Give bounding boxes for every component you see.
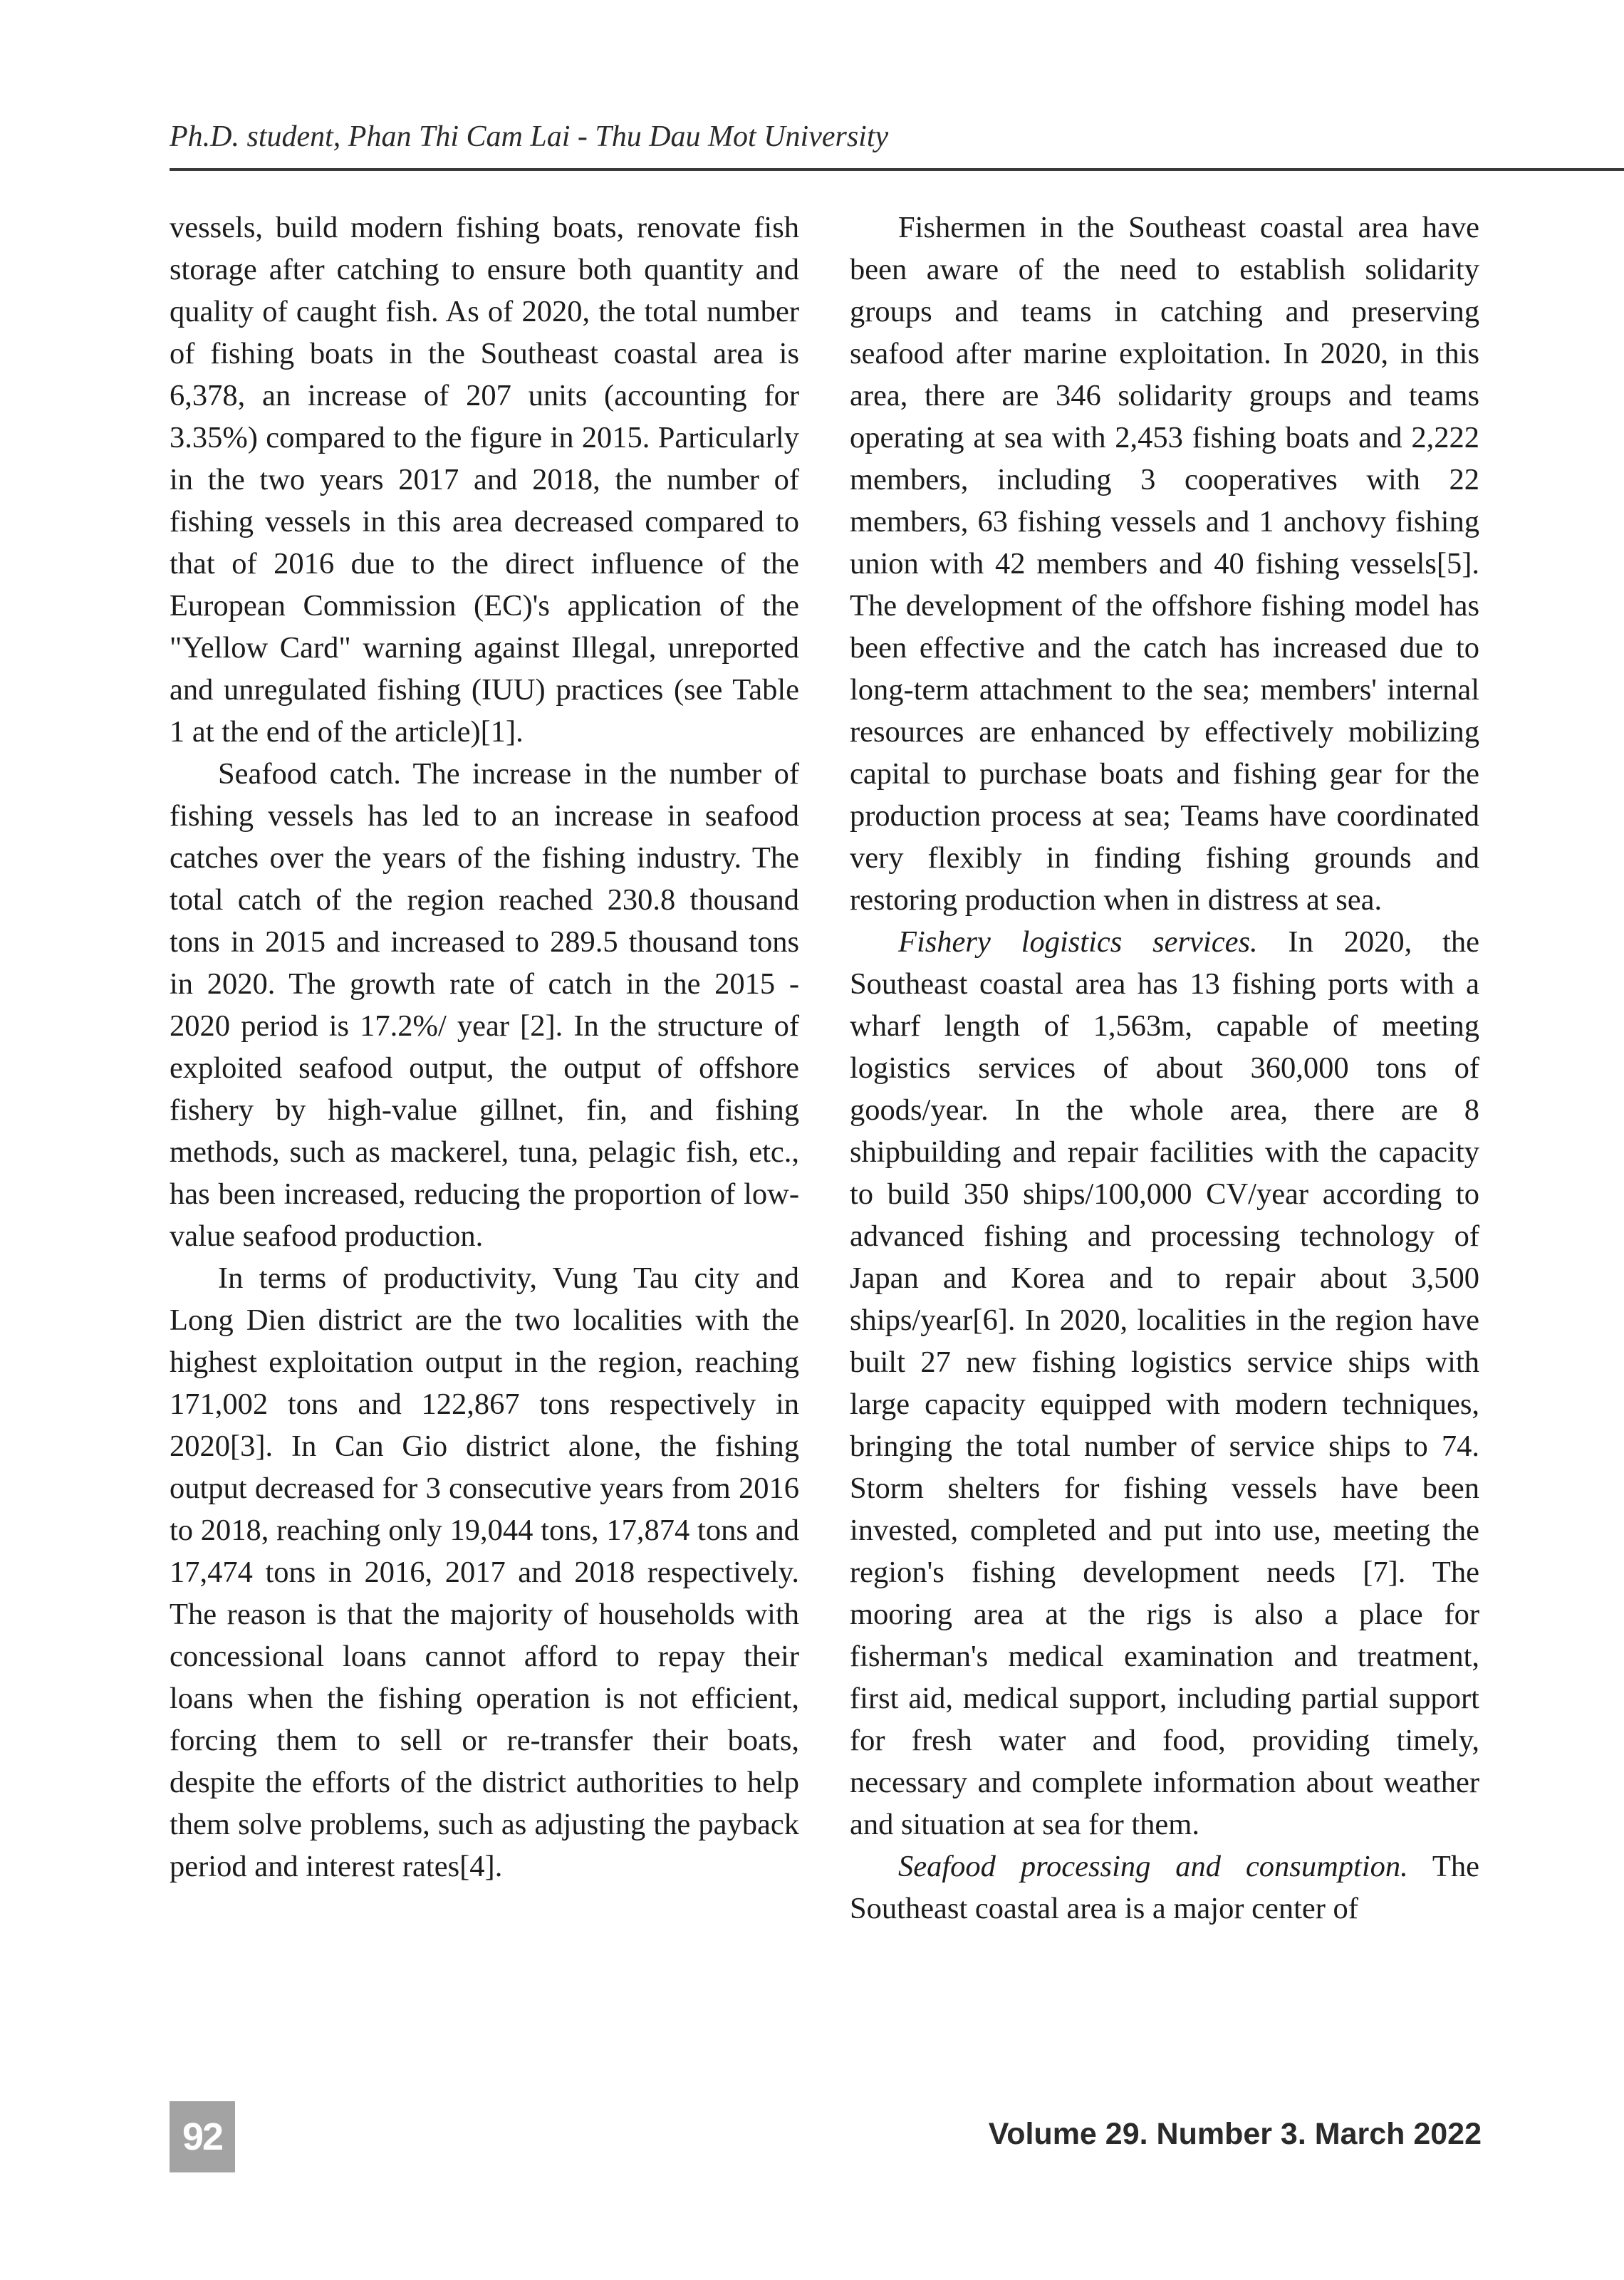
paragraph: Seafood catch. The increase in the number of fishing vessels has led to an increase in seafood catches over the years of the fishing industry. The total catch of the region reached 230.8 thousand tons in 2015 and increased to 289.5 thousand tons in 2020. The growth rate of catch in the 2015 - 2020 period is 17.2%/ year [2]. In the structure of exploited seafood output, the output of offshore fishery by high-value gillnet, fin, and fishing methods, such as mackerel, tuna, pelagic fish, etc., has been increased, reducing the proportion of low-value seafood production. xyxy=(170,757,799,1253)
running-head: Ph.D. student, Phan Thi Cam Lai - Thu Dau Mot University xyxy=(170,120,889,153)
left-column xyxy=(170,207,799,1888)
paragraph-body: In 2020, the Southeast coastal area has 13 fishing ports with a wharf length of 1,563m, capable of meeting logistics services of about 360,000 tons of goods/year. In the whole area, there are 8 shipbuilding and repair facilities with the capacity to build 350 ships/100,000 CV/year according to advanced fishing and processing technology of Japan and Korea and to repair about 3,500 ships/year[6]. In 2020, localities in the region have built 27 new fishing logistics service ships with large capacity equipped with modern techniques, bringing the total number of service ships to 74. Storm shelters for fishing vessels have been invested, completed and put into use, meeting the region's fishing development needs [7]. The mooring area at the rigs is also a place for fisherman's medical examination and treatment, first aid, medical support, including partial support for fresh water and food, providing timely, necessary and complete information about weather and situation at sea for them. xyxy=(850,925,1479,1841)
paragraph xyxy=(850,1846,1479,1930)
runin-heading: Seafood processing and consumption. xyxy=(898,1850,1408,1883)
paragraph-body: The Southeast coastal area is a major center of xyxy=(850,1850,1479,1925)
runin-heading: Fishery logistics services. xyxy=(898,925,1258,959)
issue-info: Volume 29. Number 3. March 2022 xyxy=(988,2117,1482,2151)
page-number: 92 xyxy=(170,2101,235,2172)
right-column xyxy=(850,207,1479,1930)
paragraph xyxy=(850,921,1479,1846)
paragraph: Fishermen in the Southeast coastal area have been aware of the need to establish solidarity groups and teams in catching and preserving seafood after marine exploitation. In 2020, in this area, there are 346 solidarity groups and teams operating at sea with 2,453 fishing boats and 2,222 members, including 3 cooperatives with 22 members, 63 fishing vessels and 1 anchovy fishing union with 42 members and 40 fishing vessels[5]. The development of the offshore fishing model has been effective and the catch has increased due to long-term attachment to the sea; members' internal resources are enhanced by effectively mobilizing capital to purchase boats and fishing gear for the production process at sea; Teams have coordinated very flexibly in finding fishing grounds and restoring production when in distress at sea. xyxy=(850,211,1479,917)
header-rule xyxy=(170,168,1624,171)
paragraph: In terms of productivity, Vung Tau city and Long Dien district are the two localities with the highest exploitation output in the region, reaching 171,002 tons and 122,867 tons respectively in 2020[3]. In Can Gio district alone, the fishing output decreased for 3 consecutive years from 2016 to 2018, reaching only 19,044 tons, 17,874 tons and 17,474 tons in 2016, 2017 and 2018 respectively. The reason is that the majority of households with concessional loans cannot afford to repay their loans when the fishing operation is not efficient, forcing them to sell or re-transfer their boats, despite the efforts of the district authorities to help them solve problems, such as adjusting the payback period and interest rates[4]. xyxy=(170,1261,799,1883)
paragraph: vessels, build modern fishing boats, renovate fish storage after catching to ensure both quantity and quality of caught fish. As of 2020, the total number of fishing boats in the Southeast coastal area is 6,378, an increase of 207 units (accounting for 3.35%) compared to the figure in 2015. Particularly in the two years 2017 and 2018, the number of fishing vessels in this area decreased compared to that of 2016 due to the direct influence of the European Commission (EC)'s application of the "Yellow Card" warning against Illegal, unreported and unregulated fishing (IUU) practices (see Table 1 at the end of the article)[1]. xyxy=(170,211,799,749)
